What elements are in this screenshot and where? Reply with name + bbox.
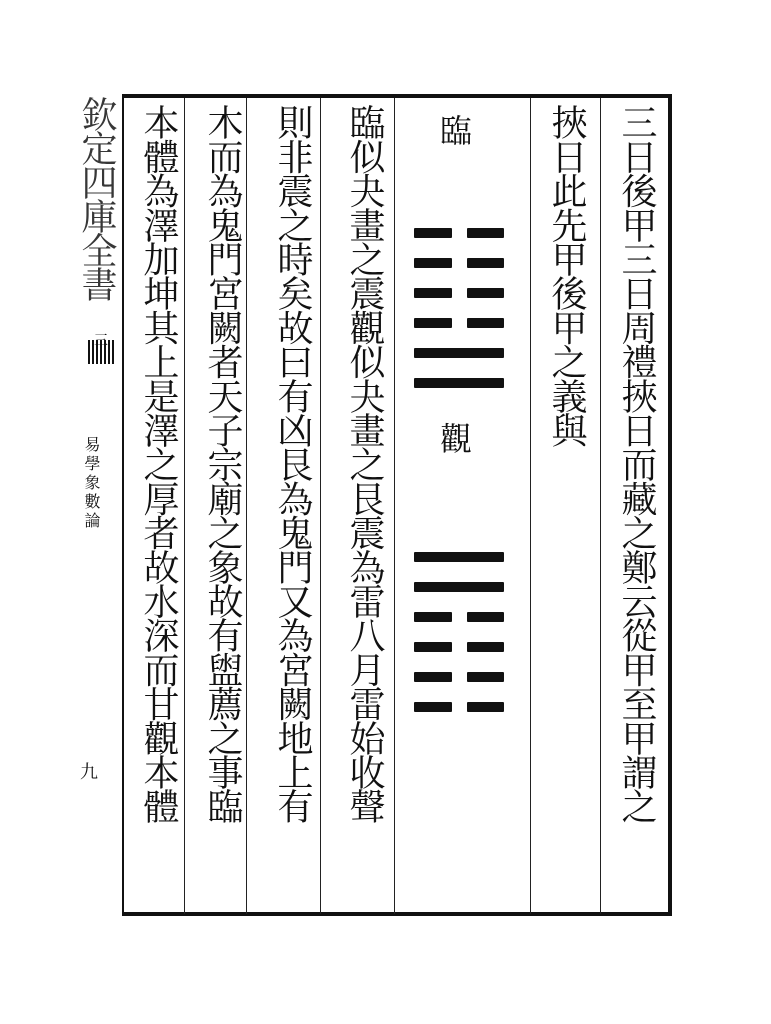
column-rule	[530, 98, 531, 914]
text-column-5: 則非震之時矣故曰有凶艮為鬼門又為宮闕地上有	[272, 104, 313, 823]
hexagram-line-broken-half	[414, 318, 452, 328]
hexagram-line-broken-half	[414, 612, 452, 622]
hexagram-line-solid	[414, 378, 504, 388]
column-rule	[394, 98, 395, 914]
hexagram-line-solid	[414, 348, 504, 358]
hexagram-label-guan: 觀	[440, 420, 473, 458]
hexagram-line-broken-half	[414, 672, 452, 682]
page-number: 九	[80, 762, 98, 783]
text-column-1: 三日後甲三日周禮挾日而藏之鄭云從甲至甲謂之	[616, 104, 657, 823]
book-title: 易學象數論	[82, 436, 101, 531]
hexagram-line-broken-half	[467, 318, 505, 328]
text-column-2: 挾日此先甲後甲之義與	[546, 104, 587, 447]
hexagram-line-solid	[414, 582, 504, 592]
text-column-7: 本體為澤加坤其上是澤之厚者故水深而甘觀本體	[138, 104, 179, 823]
hexagram-line-broken-half	[414, 228, 452, 238]
collection-title: 欽定四庫全書	[76, 96, 117, 300]
hexagram-line-broken-half	[414, 258, 452, 268]
hexagram-line-broken-half	[414, 642, 452, 652]
volume-mark: 三	[94, 333, 108, 349]
column-rule	[600, 98, 601, 914]
text-column-6: 木而為鬼門宮闕者天子宗廟之象故有盥薦之事臨	[202, 104, 243, 823]
hexagram-line-broken-half	[467, 612, 505, 622]
text-column-4: 臨似夬畫之震觀似夬畫之艮震為雷八月雷始收聲	[344, 104, 385, 823]
hexagram-line-broken-half	[467, 702, 505, 712]
hexagram-line-broken-half	[467, 672, 505, 682]
hexagram-line-broken-half	[414, 288, 452, 298]
hexagram-line-broken-half	[467, 258, 505, 268]
hexagram-line-broken-half	[467, 288, 505, 298]
hexagram-line-solid	[414, 552, 504, 562]
hexagram-line-broken-half	[467, 228, 505, 238]
hexagram-line-broken-half	[467, 642, 505, 652]
hexagram-label-lin: 臨	[440, 112, 473, 150]
hexagram-line-broken-half	[414, 702, 452, 712]
